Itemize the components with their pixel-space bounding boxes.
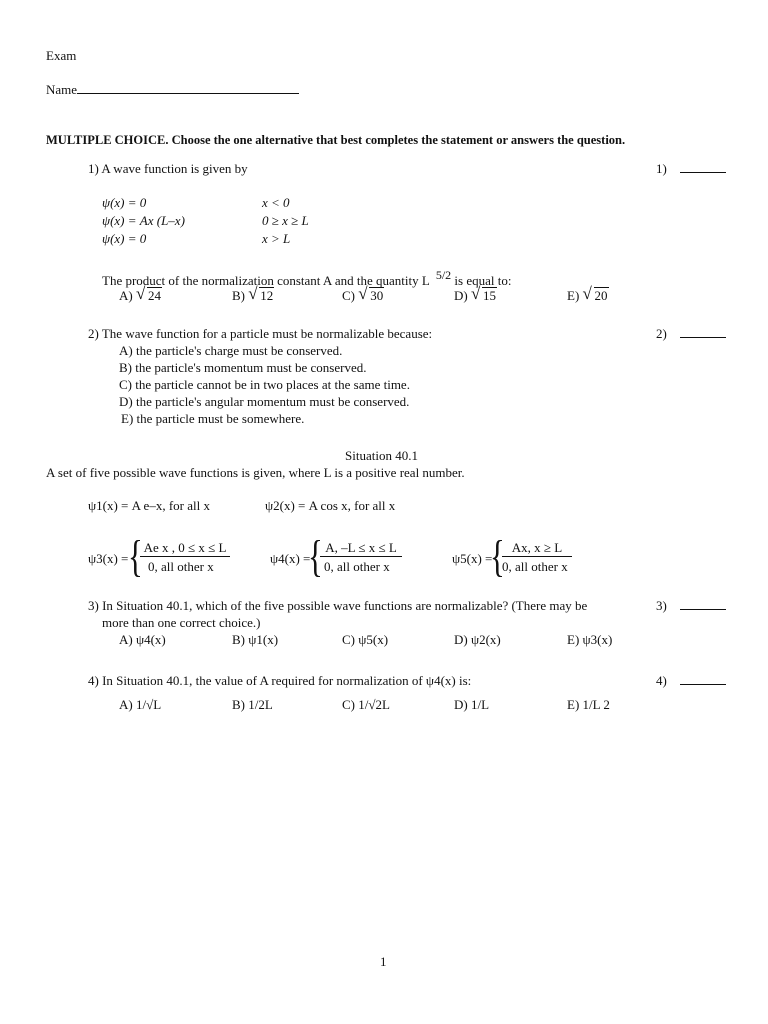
answer-slot-2[interactable] (656, 326, 726, 342)
q3-option-a[interactable]: A) ψ4(x) (119, 632, 166, 647)
answer-1-blank[interactable] (680, 172, 726, 173)
psi3-top: Ae x , 0 ≤ x ≤ L (140, 540, 230, 557)
q1-option-a[interactable] (119, 288, 162, 304)
psi3-label: ψ3(x) = (88, 551, 129, 566)
q2-option-c[interactable]: C) the particle cannot be in two places at the same time. (119, 377, 410, 392)
answer-3-blank[interactable] (680, 609, 726, 610)
option-value: 1/√L (135, 697, 162, 712)
case-2-func: ψ(x) = Ax (L–x) (102, 213, 185, 228)
answer-slot-3[interactable] (656, 598, 726, 614)
sqrt-symbol (471, 288, 497, 304)
option-letter: C) (342, 288, 355, 303)
page-number: 1 (380, 954, 387, 969)
instructions: MULTIPLE CHOICE. Choose the one alternative that best completes the statement or answers the question. (46, 133, 626, 147)
option-letter: D) (454, 697, 468, 712)
psi2-definition: ψ2(x) = A cos x, for all x (265, 498, 396, 513)
option-value: 20 (594, 288, 608, 303)
answer-2-label: 2) (656, 326, 667, 341)
q4-option-e[interactable] (567, 697, 610, 713)
q4-option-c[interactable] (342, 697, 390, 713)
psi5-top: Ax, x ≥ L (502, 540, 572, 557)
q2-option-b[interactable]: B) the particle's momentum must be conserved. (119, 360, 367, 375)
question-2-stem (88, 326, 432, 342)
option-letter: C) (342, 697, 355, 712)
q4-option-d[interactable] (454, 697, 489, 713)
q3-option-d[interactable]: D) ψ2(x) (454, 632, 501, 647)
question-3-stem (88, 598, 587, 614)
answer-2-blank[interactable] (680, 337, 726, 338)
answer-1-label: 1) (656, 161, 667, 176)
psi4-top: A, –L ≤ x ≤ L (320, 540, 402, 557)
answer-4-label: 4) (656, 673, 667, 688)
question-1-stem (88, 161, 248, 177)
question-3-text: In Situation 40.1, which of the five possible wave functions are normalizable? (There may be (102, 598, 588, 613)
sqrt-symbol (136, 288, 162, 304)
question-4-stem (88, 673, 471, 689)
situation-text: A set of five possible wave functions is given, where L is a positive real number. (46, 465, 465, 480)
option-value: 1/√2L (358, 697, 390, 712)
product-exponent: 5/2 (435, 268, 452, 282)
answer-slot-4[interactable] (656, 673, 726, 689)
q1-option-d[interactable] (454, 288, 497, 304)
psi5-label: ψ5(x) = (452, 551, 493, 566)
q1-option-e[interactable] (567, 288, 609, 304)
question-1-number: 1) (88, 161, 99, 176)
psi4-brace: { (308, 532, 323, 581)
sqrt-symbol (358, 288, 384, 304)
case-2-cond: 0 ≥ x ≥ L (262, 213, 309, 228)
q3-option-c[interactable]: C) ψ5(x) (342, 632, 389, 647)
name-label: Name (46, 82, 78, 97)
option-letter: E) (567, 697, 580, 712)
psi4-label: ψ4(x) = (270, 551, 311, 566)
option-value: 24 (147, 288, 161, 303)
q3-option-e[interactable]: E) ψ3(x) (567, 632, 613, 647)
case-1-func: ψ(x) = 0 (102, 195, 147, 210)
option-letter: D) (454, 288, 468, 303)
question-4-number: 4) (88, 673, 99, 688)
q4-option-b[interactable] (232, 697, 273, 713)
q3-option-b[interactable]: B) ψ1(x) (232, 632, 279, 647)
q1-option-b[interactable] (232, 288, 274, 304)
case-1-cond: x < 0 (262, 195, 290, 210)
option-value: 1/L (470, 697, 490, 712)
answer-slot-1[interactable] (656, 161, 726, 177)
option-value: 15 (482, 288, 496, 303)
case-3-cond: x > L (262, 231, 291, 246)
option-letter: B) (232, 697, 245, 712)
option-letter: E) (567, 288, 580, 303)
psi4-bottom: 0, all other x (324, 559, 390, 574)
psi3-brace: { (128, 532, 143, 581)
option-letter: A) (119, 697, 133, 712)
q2-option-a[interactable]: A) the particle's charge must be conserved. (119, 343, 343, 358)
answer-3-label: 3) (656, 598, 667, 613)
psi3-bottom: 0, all other x (148, 559, 214, 574)
question-3-text-line2: more than one correct choice.) (102, 615, 261, 630)
exam-title: Exam (46, 48, 77, 63)
option-letter: B) (232, 288, 245, 303)
name-field[interactable] (46, 82, 299, 98)
product-text: The product of the normalization constant A and the quantity L (102, 273, 430, 288)
question-1-product (102, 268, 511, 289)
option-value: 1/2L (248, 697, 273, 712)
option-letter: A) (119, 288, 133, 303)
sqrt-symbol (248, 288, 274, 304)
name-blank[interactable] (77, 93, 299, 94)
q1-option-c[interactable] (342, 288, 384, 304)
question-2-number: 2) (88, 326, 99, 341)
sqrt-symbol (583, 288, 609, 304)
option-value: 12 (260, 288, 274, 303)
question-1-text: A wave function is given by (101, 161, 248, 176)
q4-option-a[interactable] (119, 697, 161, 713)
q2-option-d[interactable]: D) the particle's angular momentum must be conserved. (119, 394, 410, 409)
psi5-bottom: 0, all other x (502, 559, 568, 574)
answer-4-blank[interactable] (680, 684, 726, 685)
option-value: 30 (370, 288, 384, 303)
question-3-number: 3) (88, 598, 99, 613)
question-4-text: In Situation 40.1, the value of A required for normalization of ψ4(x) is: (102, 673, 472, 688)
q2-option-e[interactable]: E) the particle must be somewhere. (121, 411, 305, 426)
case-3-func: ψ(x) = 0 (102, 231, 147, 246)
product-tail: is equal to: (451, 273, 512, 288)
situation-title: Situation 40.1 (345, 448, 418, 463)
psi5-brace: { (490, 532, 505, 581)
psi1-definition: ψ1(x) = A e–x, for all x (88, 498, 210, 513)
option-value: 1/L 2 (582, 697, 610, 712)
question-2-text: The wave function for a particle must be normalizable because: (101, 326, 433, 341)
